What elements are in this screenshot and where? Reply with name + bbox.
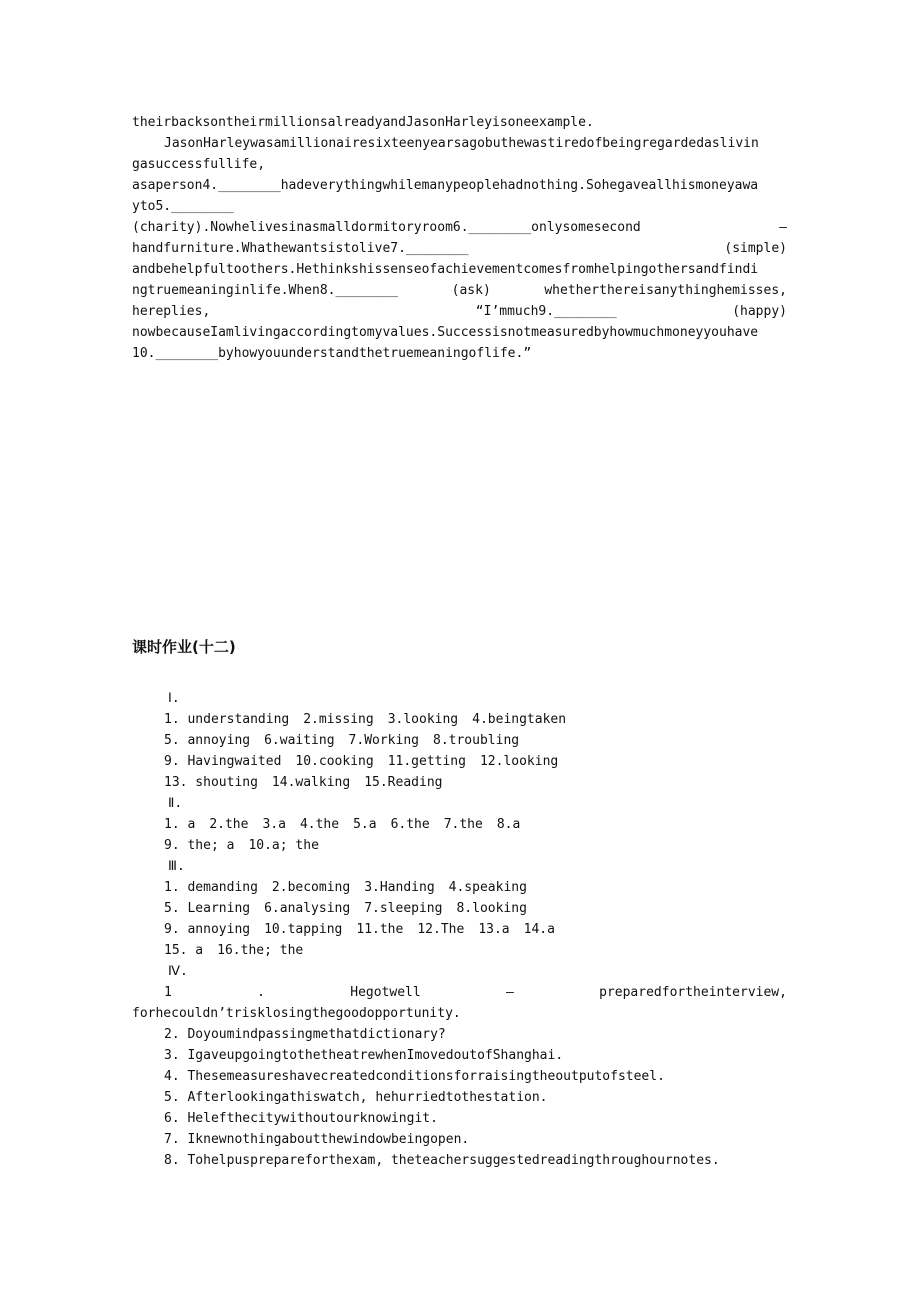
answer: 11.getting	[387, 754, 466, 769]
answer: 8.a	[496, 817, 521, 832]
answer: 2.the	[209, 817, 249, 832]
passage-text: (happy)	[732, 304, 787, 319]
passage-line: theirbacksontheirmillionsalreadyandJasonHarleyisoneexample.	[132, 115, 594, 130]
answer: 10.cooking	[295, 754, 374, 769]
sentence-text: Hegotwell	[350, 985, 421, 1000]
answer-row	[164, 814, 534, 835]
answer-row	[164, 898, 541, 919]
answer: 14.a	[523, 922, 555, 937]
sentence-line: 6. Helefthecitywithoutourknowingit.	[164, 1111, 438, 1126]
answer: 13.a	[478, 922, 510, 937]
answer-row	[164, 772, 456, 793]
passage-line	[132, 280, 787, 301]
answer: 12.looking	[479, 754, 559, 769]
answer: 15.Reading	[364, 775, 443, 790]
section-heading: Ⅲ.	[168, 859, 185, 874]
answer: 7.sleeping	[364, 901, 443, 916]
sentence-line: 5. Afterlookingathiswatch, hehurriedtothestation.	[164, 1090, 548, 1105]
sentence-text: .	[257, 985, 265, 1000]
passage-text: (simple)	[724, 241, 787, 256]
section-heading: Ⅱ.	[168, 796, 183, 811]
passage-text: ngtruemeaninginlife.When8.________	[132, 283, 399, 298]
answer: 4.beingtaken	[472, 712, 567, 727]
section-heading: Ⅰ.	[168, 691, 180, 706]
sentence-line: 8. Tohelpusprepareforthexam, theteachersuggestedreadingthroughournotes.	[164, 1153, 720, 1168]
passage-line: gasuccessfullife,	[132, 157, 266, 172]
sentence-text: —	[506, 985, 514, 1000]
answer: 6.analysing	[264, 901, 351, 916]
answer: 10.tapping	[264, 922, 343, 937]
answer: 1. demanding	[164, 880, 258, 895]
passage-text: (ask)	[451, 283, 491, 298]
section-title: 课时作业(十二)	[132, 638, 236, 656]
answer-row	[164, 709, 580, 730]
passage-text: (charity).Nowhelivesinasmalldormitoryroom6.________onlysomesecond	[132, 220, 641, 235]
sentence-line: forhecouldn’trisklosingthegoodopportunity.	[132, 1006, 461, 1021]
section-heading: Ⅳ.	[168, 964, 188, 979]
passage-text: —	[779, 220, 787, 235]
answer-row	[164, 730, 533, 751]
answer: 6.the	[390, 817, 430, 832]
answer: 16.the; the	[217, 943, 304, 958]
answer-row	[164, 835, 333, 856]
passage-line	[132, 238, 787, 259]
answer: 3.looking	[387, 712, 459, 727]
passage-line: nowbecauseIamlivingaccordingtomyvalues.Successisnotmeasuredbyhowmuchmoneyyouhave	[132, 325, 759, 340]
answer: 4.speaking	[448, 880, 527, 895]
answer: 3.a	[262, 817, 286, 832]
answer: 12.The	[417, 922, 465, 937]
answer: 9. Havingwaited	[164, 754, 282, 769]
answer: 6.waiting	[264, 733, 335, 748]
answer: 14.walking	[271, 775, 351, 790]
answer: 8.looking	[456, 901, 527, 916]
passage-line: JasonHarleywasamillionairesixteenyearsagobuthewastiredofbeingregardedaslivin	[164, 136, 759, 151]
answer-row	[164, 751, 572, 772]
answer: 11.the	[356, 922, 404, 937]
sentence-line	[164, 982, 787, 1003]
answer: 8.troubling	[433, 733, 520, 748]
answer-row	[164, 919, 569, 940]
answer: 7.the	[443, 817, 483, 832]
sentence-line: 4. Thesemeasureshavecreatedconditionsforraisingtheoutputofsteel.	[164, 1069, 665, 1084]
answer: 4.the	[299, 817, 340, 832]
answer: 2.missing	[303, 712, 374, 727]
answer: 1. a	[164, 817, 196, 832]
answer: 5.a	[353, 817, 377, 832]
passage-text: whetherthereisanythinghemisses,	[544, 283, 787, 298]
passage-line: andbehelpfultoothers.Hethinkshissenseofachievementcomesfromhelpingothersandfindi	[132, 262, 759, 277]
passage-text: hereplies,	[132, 304, 211, 319]
passage-text: “I’mmuch9.________	[475, 304, 617, 319]
passage-line: 10.________byhowyouunderstandthetruemeaningoflife.”	[132, 346, 532, 361]
sentence-text: preparedfortheinterview,	[599, 985, 787, 1000]
passage-line: yto5.________	[132, 199, 234, 214]
answer: 2.becoming	[271, 880, 351, 895]
answer-row	[164, 877, 541, 898]
answer: 9. the; a	[164, 838, 235, 853]
answer: 10.a; the	[248, 838, 319, 853]
sentence-line: 3. IgaveupgoingtothetheatrewhenImovedoutofShanghai.	[164, 1048, 564, 1063]
answer-row	[164, 940, 317, 961]
answer: 5. Learning	[164, 901, 251, 916]
answer: 5. annoying	[164, 733, 251, 748]
sentence-line: 7. Iknewnothingaboutthewindowbeingopen.	[164, 1132, 470, 1147]
answer: 1. understanding	[164, 712, 290, 727]
passage-line: asaperson4.________hadeverythingwhilemanypeoplehadnothing.Sohegaveallhismoneyawa	[132, 178, 759, 193]
answer: 13. shouting	[164, 775, 258, 790]
answer: 7.Working	[348, 733, 419, 748]
passage-line	[132, 217, 787, 238]
answer: 9. annoying	[164, 922, 251, 937]
answer: 15. a	[164, 943, 204, 958]
passage-text: handfurniture.Whathewantsistolive7.________	[132, 241, 469, 256]
answer: 3.Handing	[364, 880, 435, 895]
sentence-line: 2. Doyoumindpassingmethatdictionary?	[164, 1027, 446, 1042]
passage-line	[132, 301, 787, 322]
sentence-text: 1	[164, 985, 172, 1000]
